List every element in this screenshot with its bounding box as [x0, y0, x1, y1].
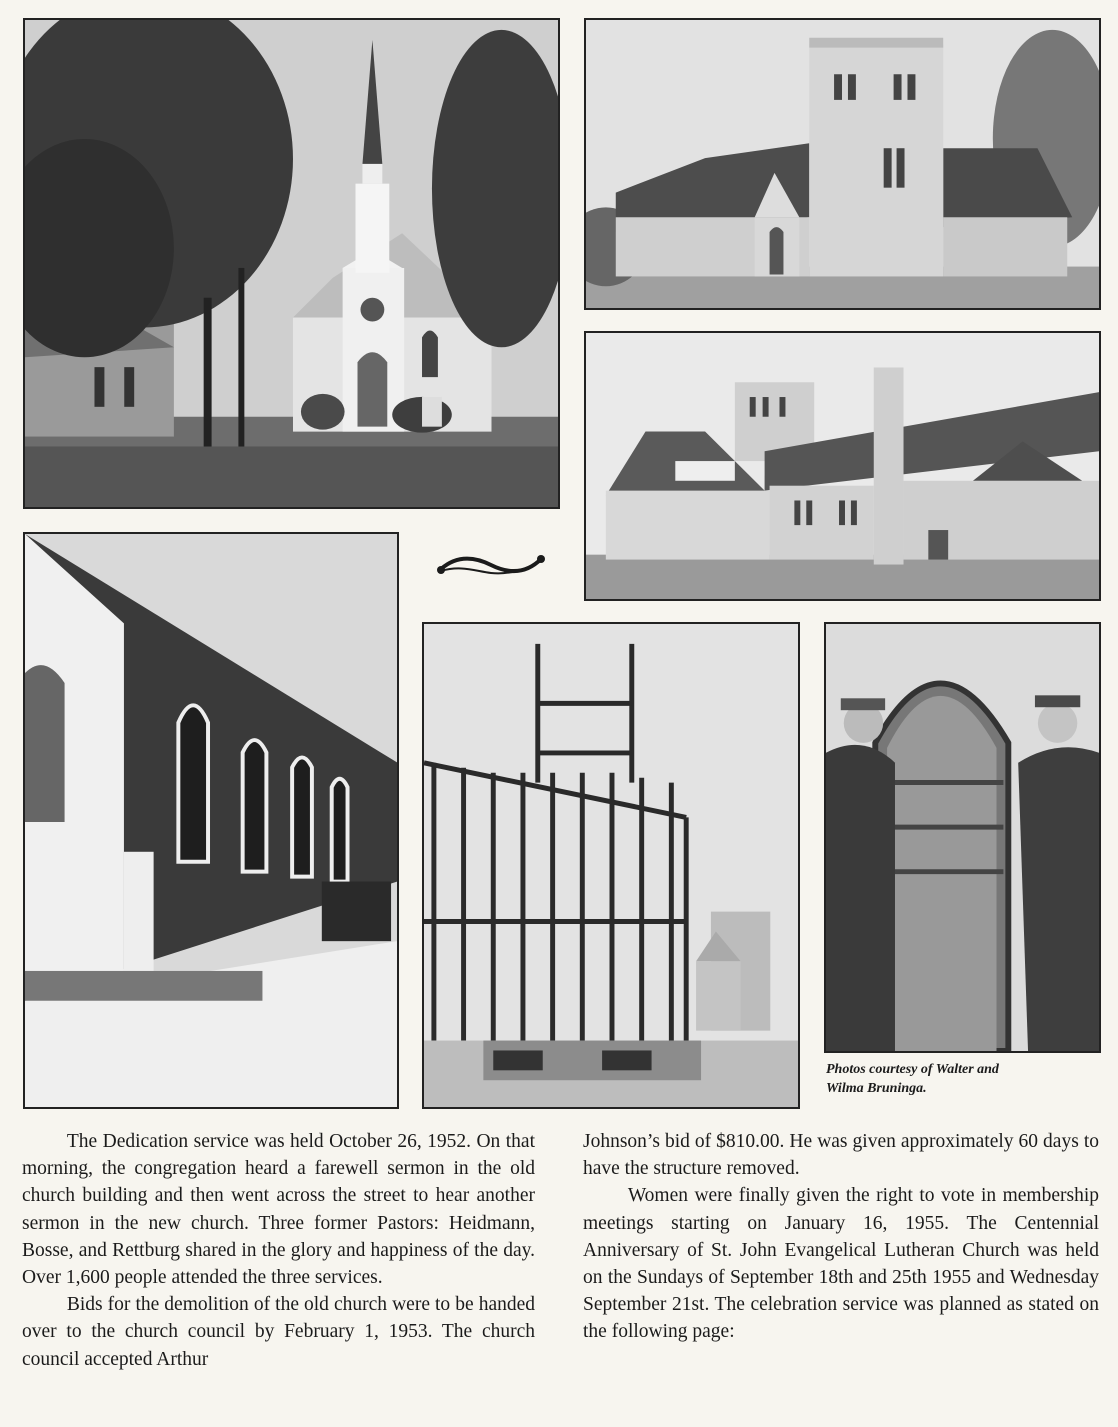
paragraph-dedication: The Dedication service was held October 26, 1952. On that morning, the congregation heard a farewell sermon in the old church building and then went across the street to hear another sermon in the new church. Three former Pastors: Heidmann, Bosse, and Rettburg shared in the glory and happiness of the day. Over 1,600 people attended the three services.: [22, 1131, 535, 1289]
photo-stained-glass-removal: [824, 622, 1101, 1053]
photo-new-church-side: [584, 331, 1101, 601]
photo-frame-remains: [422, 622, 800, 1109]
photo-demolition-side: [23, 532, 399, 1109]
paragraph-centennial: Women were finally given the right to vote in membership meetings starting on January 16, 1955. The Centennial Anniversary of St. John Evangelical Lutheran Church was held on the Sundays of September 18th and 25th 1955 and Wednesday September 21st. The celebration service was planned as stated on the following page:: [583, 1185, 1099, 1343]
decorative-flourish-icon: [435, 545, 547, 581]
photo-old-church: [23, 18, 560, 509]
caption-line-2: Wilma Bruninga.: [826, 1081, 927, 1096]
caption-line-1: Photos courtesy of Walter and: [826, 1062, 999, 1077]
paragraph-demolition-bids: Bids for the demolition of the old church were to be handed over to the church council by February 1, 1953. The church council accepted Arthur: [22, 1294, 535, 1370]
photo-credit-caption: [826, 1060, 1096, 1098]
body-column-right: [583, 1128, 1099, 1346]
photo-new-church-tower: [584, 18, 1101, 310]
body-column-left: [22, 1128, 535, 1373]
paragraph-bid-continued: Johnson’s bid of $810.00. He was given approximately 60 days to have the structure removed.: [583, 1131, 1099, 1180]
